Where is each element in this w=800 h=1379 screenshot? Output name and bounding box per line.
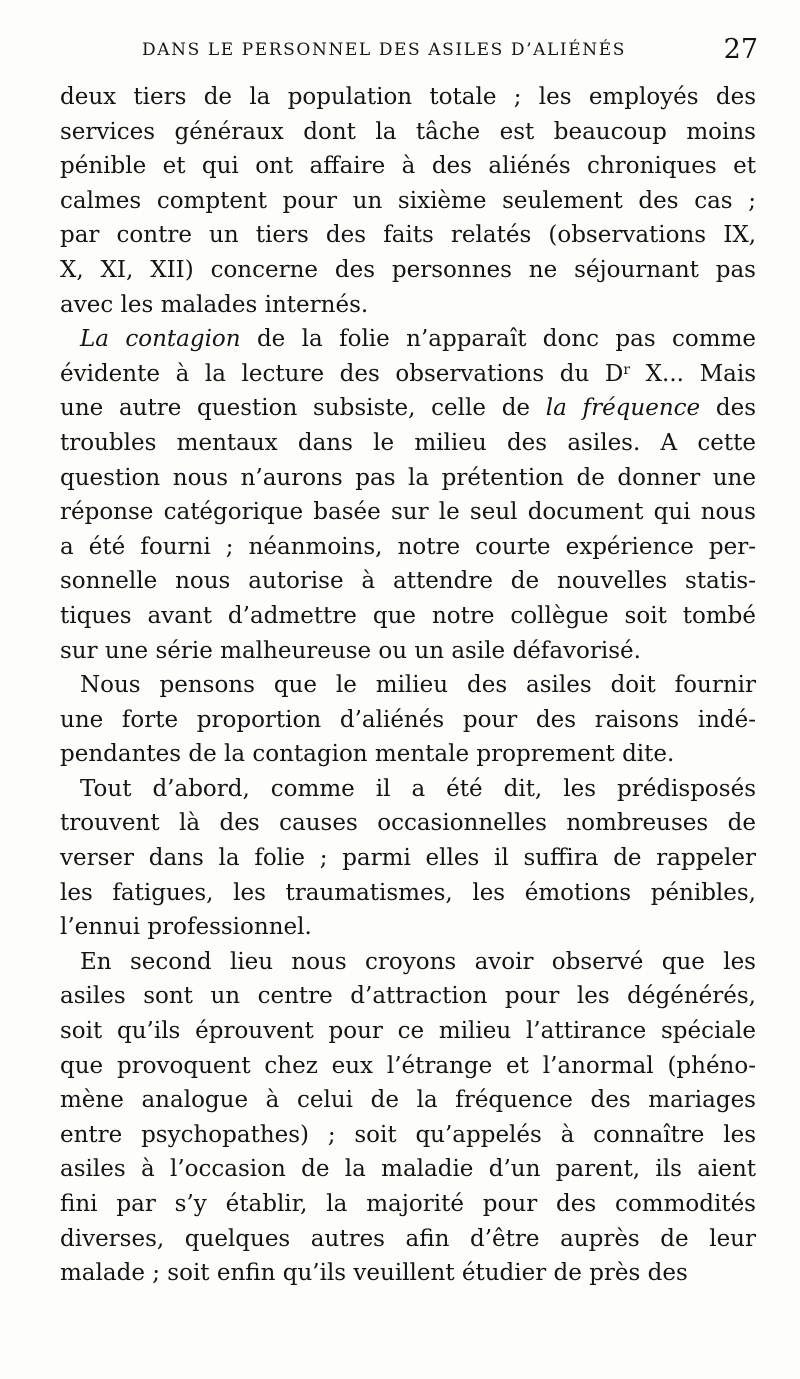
page-number: 27 (723, 34, 758, 65)
text-line (60, 80, 756, 115)
text-run: diverses, quelques autres afin d’être auprès de leur (60, 1225, 756, 1252)
text-run: a été fourni ; néanmoins, notre courte expérience per- (60, 533, 756, 560)
text-line (60, 910, 756, 945)
text-run: calmes comptent pour un sixième seulement des cas ; (60, 187, 756, 214)
text-run: tiques avant d’admettre que notre collègue soit tombé (60, 602, 756, 629)
text-run: sur une série malheureuse ou un asile défavorisé. (60, 637, 641, 664)
text-line (60, 841, 756, 876)
text-run: de la folie n’apparaît donc pas comme (240, 326, 756, 353)
text-line (60, 634, 756, 669)
paragraph (60, 772, 756, 945)
text-run: malade ; soit enfin qu’ils veuillent étudier de près des (60, 1260, 688, 1287)
text-line (60, 737, 756, 772)
text-run: l’ennui professionnel. (60, 914, 312, 941)
text-run: soit qu’ils éprouvent pour ce milieu l’attirance spéciale (60, 1018, 756, 1045)
body-text (60, 80, 756, 1291)
text-run: pendantes de la contagion mentale proprement dite. (60, 741, 675, 768)
running-head (60, 34, 758, 70)
text-line (60, 1049, 756, 1084)
text-line (60, 184, 756, 219)
text-line (60, 115, 756, 150)
text-run: trouvent là des causes occasionnelles nombreuses de (60, 810, 756, 837)
text-run: une forte proportion d’aliénés pour des raisons indé- (60, 706, 756, 733)
text-line (60, 1014, 756, 1049)
text-run: pénible et qui ont affaire à des aliénés chroniques et (60, 153, 756, 180)
text-run: asiles à l’occasion de la maladie d’un parent, ils aient (60, 1156, 756, 1183)
text-run: par contre un tiers des faits relatés (observations IX, (60, 222, 756, 249)
text-line (60, 357, 756, 392)
text-run: X... Mais (630, 360, 757, 387)
text-run: que provoquent chez eux l’étrange et l’anormal (phéno- (60, 1052, 756, 1079)
text-line (60, 876, 756, 911)
text-run: avec les malades internés. (60, 291, 369, 318)
text-line (60, 530, 756, 565)
paragraph (60, 945, 756, 1291)
text-line (60, 668, 756, 703)
text-line (60, 1222, 756, 1257)
text-run: Tout d’abord, comme il a été dit, les prédisposés (80, 775, 756, 802)
text-run: verser dans la folie ; parmi elles il suffira de rappeler (60, 845, 756, 872)
text-run: Nous pensons que le milieu des asiles doit fournir (80, 672, 756, 699)
text-line (60, 218, 756, 253)
text-line (60, 461, 756, 496)
text-line (60, 1187, 756, 1222)
text-line (60, 391, 756, 426)
text-run: entre psychopathes) ; soit qu’appelés à connaître les (60, 1121, 756, 1148)
text-run: une autre question subsiste, celle de (60, 395, 546, 422)
text-line (60, 1152, 756, 1187)
text-line (60, 979, 756, 1014)
text-run: services généraux dont la tâche est beaucoup moins (60, 118, 756, 145)
text-run: fini par s’y établir, la majorité pour des commodités (60, 1191, 756, 1217)
text-line (60, 149, 756, 184)
text-line (60, 426, 756, 461)
text-run: asiles sont un centre d’attraction pour les dégénérés, (60, 983, 756, 1010)
text-line (60, 253, 756, 288)
text-line (60, 1083, 756, 1118)
superscript: r (623, 361, 631, 378)
text-run: question nous n’aurons pas la prétention de donner une (60, 464, 756, 491)
paragraph (60, 80, 756, 322)
text-run: sonnelle nous autorise à attendre de nouvelles statis- (60, 568, 756, 595)
paragraph (60, 668, 756, 772)
text-line (60, 599, 756, 634)
text-line (60, 288, 756, 323)
running-title: DANS LE PERSONNEL DES ASILES D’ALIÉNÉS (142, 40, 626, 60)
text-line (60, 806, 756, 841)
paragraph (60, 322, 756, 668)
text-line (60, 703, 756, 738)
text-run: troubles mentaux dans le milieu des asiles. A cette (60, 429, 756, 456)
text-run: réponse catégorique basée sur le seul document qui nous (60, 499, 756, 526)
text-run: X, XI, XII) concerne des personnes ne séjournant pas (60, 256, 756, 283)
italic-text: La contagion (80, 326, 241, 353)
text-run: En second lieu nous croyons avoir observé que les (80, 948, 756, 975)
text-line (60, 322, 756, 357)
text-line (60, 945, 756, 980)
text-line (60, 495, 756, 530)
text-run: évidente à la lecture des observations du D (60, 360, 624, 387)
text-run: des (700, 395, 756, 422)
text-run: deux tiers de la population totale ; les employés des (60, 84, 756, 110)
italic-text: la fréquence (545, 395, 701, 422)
text-run: mène analogue à celui de la fréquence des mariages (60, 1087, 756, 1114)
text-line (60, 564, 756, 599)
text-line (60, 1118, 756, 1153)
text-line (60, 1256, 756, 1291)
text-run: les fatigues, les traumatismes, les émotions pénibles, (60, 879, 756, 906)
text-line (60, 772, 756, 807)
